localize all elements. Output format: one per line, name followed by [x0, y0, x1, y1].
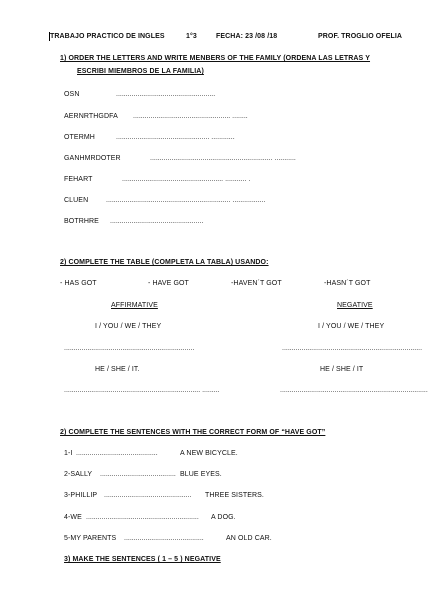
- scrambled-word-2: AERNRTHGDFA: [64, 113, 118, 120]
- date-label: FECHA: 23 /08 /18: [216, 33, 278, 40]
- option-havent-got: -HAVEN´T GOT: [231, 280, 282, 287]
- scrambled-word-6: CLUEN: [64, 197, 89, 204]
- sentence-1-lead: 1-I: [64, 450, 73, 457]
- table-blank-affirmative-2[interactable]: ...................................................................... .........: [64, 387, 220, 394]
- negative-heading: NEGATIVE: [337, 302, 373, 309]
- scrambled-word-1: OSN: [64, 91, 80, 98]
- answer-blank-7[interactable]: ................................................: [110, 218, 204, 225]
- sentence-4-blank[interactable]: ..........................................................: [86, 514, 199, 521]
- option-have-got: - HAVE GOT: [148, 280, 189, 287]
- scrambled-word-5: FEHART: [64, 176, 93, 183]
- option-hasnt-got: -HASN´T GOT: [324, 280, 371, 287]
- section3-title: 2) COMPLETE THE SENTENCES WITH THE CORRECT FORM OF “HAVE GOT”: [60, 429, 326, 436]
- pronouns-singular-negative: HE / SHE / IT: [320, 366, 364, 373]
- sentence-3-lead: 3-PHILLIP: [64, 492, 98, 499]
- sentence-5-blank[interactable]: .........................................: [124, 535, 204, 542]
- sentence-4-rest: A DOG.: [211, 514, 236, 521]
- sentence-1-blank[interactable]: ..........................................: [76, 450, 158, 457]
- answer-blank-4[interactable]: ............................................................... ...........: [150, 155, 296, 162]
- sentence-5-rest: AN OLD CAR.: [226, 535, 272, 542]
- sentence-4-lead: 4-WE: [64, 514, 82, 521]
- affirmative-heading: AFFIRMATIVE: [111, 302, 158, 309]
- pronouns-plural-affirmative: I / YOU / WE / THEY: [95, 323, 162, 330]
- answer-blank-3[interactable]: ................................................ ............: [116, 134, 235, 141]
- section2-title: 2) COMPLETE THE TABLE (COMPLETA LA TABLA) USANDO:: [60, 259, 269, 266]
- sentence-5-lead: 5-MY PARENTS: [64, 535, 117, 542]
- pronouns-plural-negative: I / YOU / WE / THEY: [318, 323, 385, 330]
- table-blank-negative-1[interactable]: ........................................................................: [282, 345, 423, 352]
- answer-blank-1[interactable]: ...................................................: [116, 91, 216, 98]
- teacher-label: PROF. TROGLIO OFELIA: [318, 33, 403, 40]
- sentence-2-rest: BLUE EYES.: [180, 471, 222, 478]
- sentence-2-blank[interactable]: .......................................: [100, 471, 176, 478]
- answer-blank-6[interactable]: ................................................................ .................: [106, 197, 266, 204]
- sentence-3-rest: THREE SISTERS.: [205, 492, 264, 499]
- sentence-1-rest: A NEW BICYCLE.: [180, 450, 238, 457]
- scrambled-word-3: OTERMH: [64, 134, 95, 141]
- worksheet-title: TRABAJO PRACTICO DE INGLES: [50, 33, 165, 40]
- answer-blank-5[interactable]: .................................................... ........... .: [122, 176, 251, 183]
- option-has-got: - HAS GOT: [60, 280, 97, 287]
- sentence-3-blank[interactable]: .............................................: [104, 492, 192, 499]
- pronouns-singular-affirmative: HE / SHE / IT.: [95, 366, 140, 373]
- table-blank-affirmative-1[interactable]: ...................................................................: [64, 345, 195, 352]
- scrambled-word-7: BOTRHRE: [64, 218, 99, 225]
- course-label: 1°3: [186, 33, 197, 40]
- scrambled-word-4: GANHMRDOTER: [64, 155, 121, 162]
- section1-instruction-line2: ESCRIBI MIEMBROS DE LA FAMILIA): [77, 68, 204, 75]
- section4-title: 3) MAKE THE SENTENCES ( 1 – 5 ) NEGATIVE: [64, 556, 221, 563]
- answer-blank-2[interactable]: .................................................. ........: [133, 113, 248, 120]
- table-blank-negative-2[interactable]: ............................................................................: [280, 387, 428, 394]
- section1-instruction-line1: 1) ORDER THE LETTERS AND WRITE MENBERS OF THE FAMILY (ORDENA LAS LETRAS Y: [60, 55, 371, 62]
- sentence-2-lead: 2-SALLY: [64, 471, 93, 478]
